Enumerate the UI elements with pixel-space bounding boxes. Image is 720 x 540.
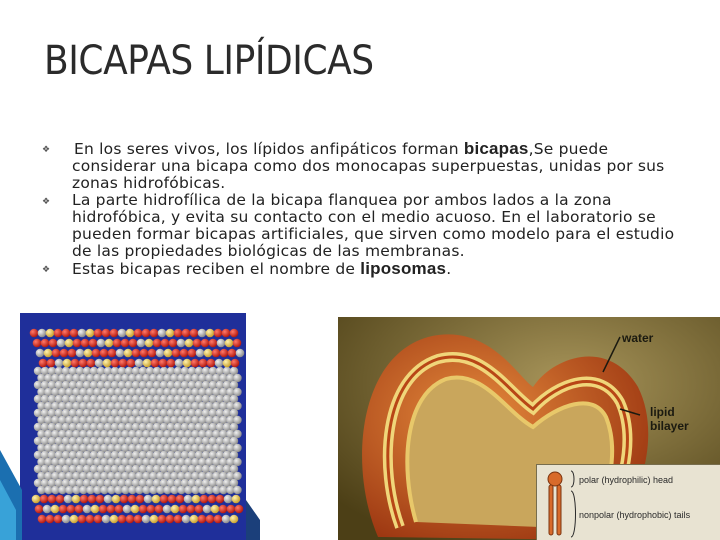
lipid-bilayer-model-image [20,313,246,540]
bullet-text: En los seres vivos, los lípidos anfipáticos forman bicapas,Se puede considerar una bicapa como dos monocapas superpuestas, unidas por sus zonas hidrofóbicas. [72,139,665,192]
bullet-list [42,140,692,278]
bullet-marker-icon: ❖ [42,145,51,155]
bullet-item [42,140,692,192]
slide-decoration-icon [246,500,260,540]
phospholipid-legend-inset [536,464,720,540]
nonpolar-tails-label: nonpolar (hydrophobic) tails [579,510,691,520]
polar-head-label: polar (hydrophilic) head [579,475,674,485]
bilayer-molecules [20,313,246,540]
slide-decoration-icon [0,450,22,540]
bold-term: bicapas [463,139,529,158]
bullet-text: Estas bicapas reciben el nombre de liposomas. [72,259,452,278]
bold-term: liposomas [360,259,447,278]
bullet-marker-icon: ❖ [42,197,51,207]
water-label: water [622,331,654,345]
bullet-marker-icon: ❖ [42,265,51,275]
bullet-item [42,192,692,260]
liposome-image [338,317,720,540]
bilayer-label: bilayer [650,419,689,433]
bullet-item [42,260,692,278]
lipid-label: lipid [650,405,675,419]
bullet-text: La parte hidrofílica de la bicapa flanquea por ambos lados a la zona hidrofóbica, y evita su contacto con el medio acuoso. En el laboratorio se pueden formar bicapas artificiales, que sirven como modelo para el estudio de las propiedades biológicas de las membranas. [72,191,675,260]
page-title: BICAPAS LIPÍDICAS [44,38,374,84]
